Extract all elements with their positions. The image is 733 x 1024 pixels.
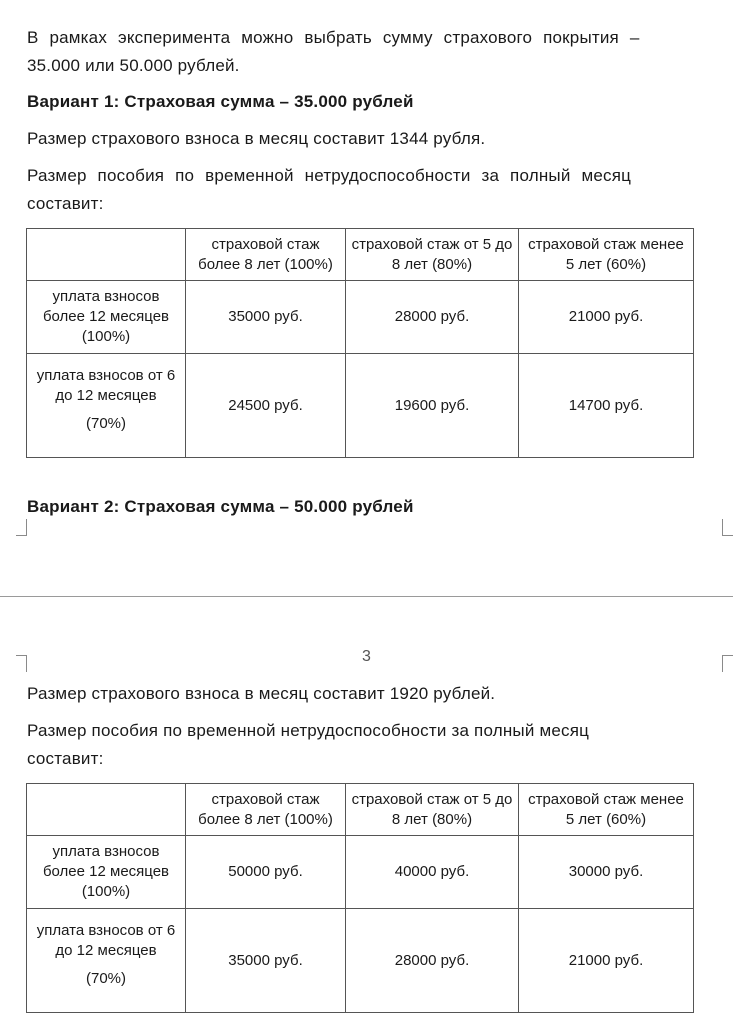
table-header-cell: страховой стаж от 5 до 8 лет (80%) xyxy=(346,784,519,836)
table-row xyxy=(27,354,694,458)
row-label: уплата взносов от 6 до 12 месяцев xyxy=(36,366,176,404)
variant1-benefit-line2: составит: xyxy=(27,194,104,213)
row-label-cell xyxy=(27,909,186,1013)
table-cell: 24500 руб. xyxy=(186,354,346,458)
table-corner-cell xyxy=(27,229,186,281)
variant2-benefit-table xyxy=(26,783,694,1013)
table-cell: 21000 руб. xyxy=(519,909,694,1013)
variant2-heading: Вариант 2: Страховая сумма – 50.000 рублей xyxy=(27,497,414,516)
row-label-cell xyxy=(27,281,186,354)
row-label: уплата взносов от 6 до 12 месяцев xyxy=(36,921,176,959)
table-header-cell: страховой стаж более 8 лет (100%) xyxy=(186,229,346,281)
intro-paragraph-line1: В рамках эксперимента можно выбрать сумму страхового покрытия – xyxy=(27,28,640,47)
table-header-row xyxy=(27,229,694,281)
crop-mark xyxy=(722,519,733,536)
row-label-cell xyxy=(27,354,186,458)
variant1-benefit-line1: Размер пособия по временной нетрудоспособности за полный месяц xyxy=(27,166,632,185)
variant2-premium-text: Размер страхового взноса в месяц составит 1920 рублей. xyxy=(27,684,496,703)
table-cell: 50000 руб. xyxy=(186,836,346,909)
table-header-cell: страховой стаж от 5 до 8 лет (80%) xyxy=(346,229,519,281)
table-cell: 28000 руб. xyxy=(346,909,519,1013)
table-row xyxy=(27,836,694,909)
page-number: 3 xyxy=(362,648,371,665)
table-cell: 14700 руб. xyxy=(519,354,694,458)
table-header-cell: страховой стаж более 8 лет (100%) xyxy=(186,784,346,836)
row-label-cell xyxy=(27,836,186,909)
variant1-premium-text: Размер страхового взноса в месяц составит 1344 рубля. xyxy=(27,129,486,148)
table-row xyxy=(27,909,694,1013)
row-label-percent: (70%) xyxy=(85,969,126,987)
table-corner-cell xyxy=(27,784,186,836)
table-cell: 30000 руб. xyxy=(519,836,694,909)
table-header-row xyxy=(27,784,694,836)
crop-mark xyxy=(16,519,27,536)
table-cell: 35000 руб. xyxy=(186,909,346,1013)
table-header-cell: страховой стаж менее 5 лет (60%) xyxy=(519,229,694,281)
table-cell: 21000 руб. xyxy=(519,281,694,354)
variant2-benefit-line1: Размер пособия по временной нетрудоспособности за полный месяц xyxy=(27,721,590,740)
row-label: уплата взносов более 12 месяцев (100%) xyxy=(42,843,170,900)
variant1-benefit-table xyxy=(26,228,694,458)
row-label-percent: (70%) xyxy=(85,414,126,432)
table-cell: 40000 руб. xyxy=(346,836,519,909)
table-cell: 28000 руб. xyxy=(346,281,519,354)
table-cell: 19600 руб. xyxy=(346,354,519,458)
variant1-heading: Вариант 1: Страховая сумма – 35.000 рублей xyxy=(27,92,414,111)
row-label: уплата взносов более 12 месяцев (100%) xyxy=(42,288,170,345)
intro-paragraph-line2: 35.000 или 50.000 рублей. xyxy=(27,56,240,75)
variant2-benefit-line2: составит: xyxy=(27,749,104,768)
table-cell: 35000 руб. xyxy=(186,281,346,354)
table-row xyxy=(27,281,694,354)
table-header-cell: страховой стаж менее 5 лет (60%) xyxy=(519,784,694,836)
